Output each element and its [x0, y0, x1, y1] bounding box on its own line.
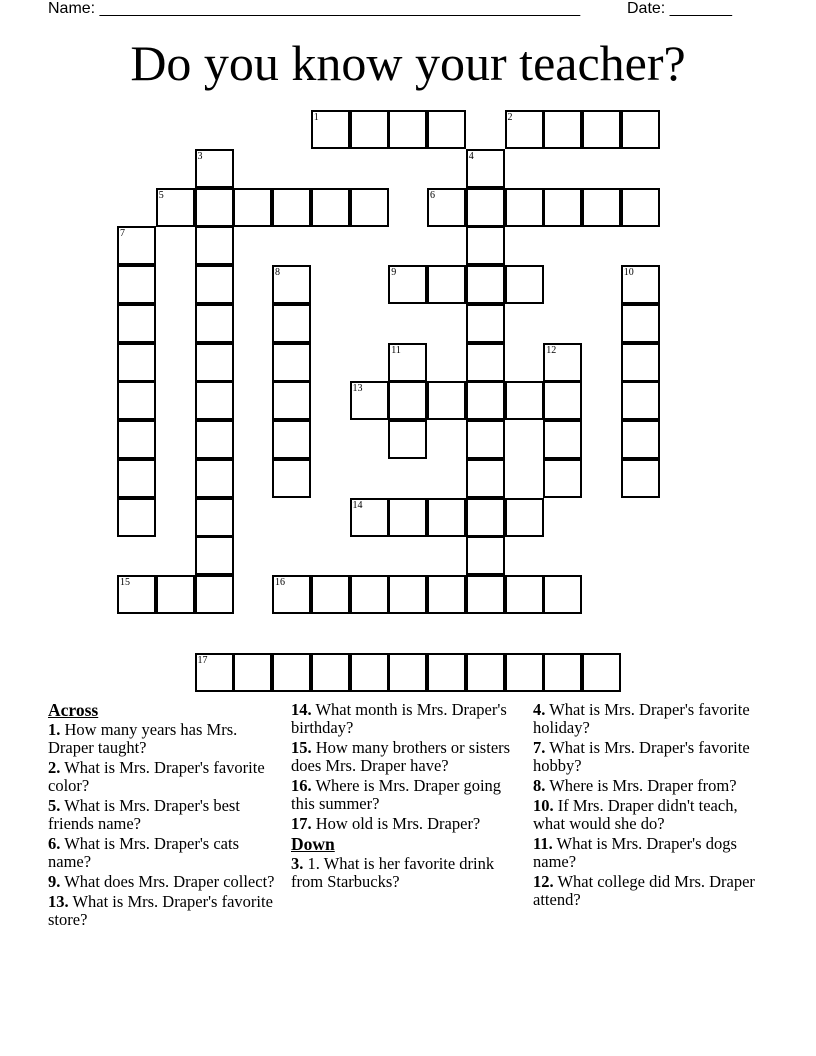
grid-cell[interactable]	[117, 304, 156, 343]
clue-across-16	[291, 777, 526, 813]
clue-text: 1. What is her favorite drink from Starbucks?	[291, 854, 495, 891]
cell-number: 11	[391, 344, 401, 356]
date-line: Date: _______	[627, 0, 732, 17]
grid-cell[interactable]	[195, 653, 234, 692]
grid-cell[interactable]	[117, 265, 156, 304]
clue-number: 4.	[533, 700, 546, 719]
clue-across-14	[291, 701, 526, 737]
grid-cell[interactable]	[350, 188, 389, 227]
grid-cell[interactable]	[621, 304, 660, 343]
grid-cell[interactable]	[582, 653, 621, 692]
cell-number: 8	[275, 267, 280, 278]
grid-cell[interactable]	[195, 459, 234, 498]
clue-number: 9.	[48, 872, 61, 891]
grid-cell[interactable]	[621, 343, 660, 382]
grid-cell[interactable]	[543, 420, 582, 459]
clue-across-15	[291, 739, 526, 775]
grid-cell[interactable]	[427, 188, 466, 227]
clue-down-12	[533, 873, 773, 909]
clues-column-3	[533, 701, 773, 911]
grid-cell[interactable]	[582, 110, 621, 149]
clue-number: 17.	[291, 814, 312, 833]
cell-number: 9	[391, 267, 397, 278]
grid-cell[interactable]	[156, 575, 195, 614]
clue-down-8	[533, 777, 773, 795]
clue-text: What is Mrs. Draper's favorite color?	[48, 758, 265, 795]
cell-number: 13	[352, 383, 363, 395]
clue-text: What month is Mrs. Draper's birthday?	[291, 700, 507, 737]
clue-across-9	[48, 873, 283, 891]
grid-cell[interactable]	[233, 653, 272, 692]
grid-cell[interactable]	[350, 381, 389, 420]
clue-down-10	[533, 797, 773, 833]
clue-text: What is Mrs. Draper's cats name?	[48, 834, 239, 871]
grid-cell[interactable]	[350, 498, 389, 537]
down-heading: Down	[291, 834, 335, 854]
grid-cell[interactable]	[195, 536, 234, 575]
clue-across-5	[48, 797, 283, 833]
grid-cell[interactable]	[466, 536, 505, 575]
grid-cell[interactable]	[233, 188, 272, 227]
grid-cell[interactable]	[388, 498, 427, 537]
clue-number: 15.	[291, 738, 312, 757]
clue-number: 6.	[48, 834, 61, 853]
cell-number: 3	[197, 150, 203, 162]
clue-number: 11.	[533, 834, 553, 853]
cell-number: 6	[430, 189, 435, 201]
grid-cell[interactable]	[505, 498, 544, 537]
grid-cell[interactable]	[311, 653, 350, 692]
grid-cell[interactable]	[195, 188, 234, 227]
clue-text: If Mrs. Draper didn't teach, what would she do?	[533, 796, 738, 833]
grid-cell[interactable]	[117, 343, 156, 382]
cell-number: 1	[313, 112, 319, 123]
grid-cell[interactable]	[388, 653, 427, 692]
clue-across-1	[48, 721, 283, 757]
grid-cell[interactable]	[388, 381, 427, 420]
page-title: Do you know your teacher?	[130, 35, 686, 91]
grid-cell[interactable]	[466, 265, 505, 304]
cell-number: 5	[158, 189, 164, 201]
grid-cell[interactable]	[195, 498, 234, 537]
clue-number: 5.	[48, 796, 61, 815]
grid-cell[interactable]	[466, 420, 505, 459]
grid-cell[interactable]	[621, 265, 660, 304]
grid-cell[interactable]	[156, 188, 195, 227]
grid-cell[interactable]	[195, 343, 234, 382]
grid-cell[interactable]	[505, 653, 544, 692]
clues-column-1	[48, 701, 283, 931]
grid-cell[interactable]	[272, 265, 311, 304]
grid-cell[interactable]	[543, 188, 582, 227]
grid-cell[interactable]	[195, 381, 234, 420]
grid-cell[interactable]	[427, 653, 466, 692]
grid-cell[interactable]	[272, 575, 311, 614]
across-heading: Across	[48, 700, 99, 720]
grid-cell[interactable]	[466, 498, 505, 537]
clue-text: What does Mrs. Draper collect?	[64, 872, 275, 891]
clue-text: What is Mrs. Draper's favorite hobby?	[533, 738, 750, 775]
grid-cell[interactable]	[466, 653, 505, 692]
grid-cell[interactable]	[505, 188, 544, 227]
grid-cell[interactable]	[195, 420, 234, 459]
grid-cell[interactable]	[505, 265, 544, 304]
grid-cell[interactable]	[543, 575, 582, 614]
clue-text: How old is Mrs. Draper?	[315, 814, 481, 833]
grid-cell[interactable]	[311, 188, 350, 227]
grid-cell[interactable]	[117, 575, 156, 614]
grid-cell[interactable]	[350, 575, 389, 614]
grid-cell[interactable]	[195, 304, 234, 343]
grid-cell[interactable]	[543, 653, 582, 692]
grid-cell[interactable]	[543, 343, 582, 382]
grid-cell[interactable]	[272, 381, 311, 420]
clue-number: 14.	[291, 700, 312, 719]
clue-text: What is Mrs. Draper's best friends name?	[48, 796, 240, 833]
cell-number: 17	[197, 654, 208, 666]
grid-cell[interactable]	[388, 110, 427, 149]
grid-cell[interactable]	[272, 420, 311, 459]
grid-cell[interactable]	[311, 110, 350, 149]
grid-cell[interactable]	[621, 459, 660, 498]
clue-text: How many years has Mrs. Draper taught?	[48, 720, 238, 757]
grid-cell[interactable]	[272, 653, 311, 692]
grid-cell[interactable]	[466, 188, 505, 227]
clue-down-3	[291, 855, 526, 891]
grid-cell[interactable]	[117, 420, 156, 459]
grid-cell[interactable]	[388, 343, 427, 382]
grid-cell[interactable]	[388, 265, 427, 304]
grid-cell[interactable]	[272, 188, 311, 227]
clue-number: 13.	[48, 892, 69, 911]
clue-number: 10.	[533, 796, 554, 815]
grid-cell[interactable]	[582, 188, 621, 227]
clue-text: How many brothers or sisters does Mrs. Draper have?	[291, 738, 511, 775]
clue-text: What college did Mrs. Draper attend?	[533, 872, 755, 909]
grid-cell[interactable]	[505, 575, 544, 614]
grid-cell[interactable]	[466, 381, 505, 420]
grid-cell[interactable]	[466, 575, 505, 614]
grid-cell[interactable]	[117, 459, 156, 498]
grid-cell[interactable]	[466, 459, 505, 498]
clue-text: What is Mrs. Draper's favorite store?	[48, 892, 273, 929]
grid-cell[interactable]	[117, 381, 156, 420]
clue-number: 12.	[533, 872, 554, 891]
grid-cell[interactable]	[543, 381, 582, 420]
name-line: Name: ______________________________________________________	[48, 0, 581, 17]
grid-cell[interactable]	[621, 188, 660, 227]
clue-across-13	[48, 893, 283, 929]
clue-down-7	[533, 739, 773, 775]
grid-cell[interactable]	[195, 149, 234, 188]
grid-cell[interactable]	[427, 498, 466, 537]
clue-text: What is Mrs. Draper's favorite holiday?	[533, 700, 750, 737]
clue-number: 7.	[533, 738, 546, 757]
clue-number: 16.	[291, 776, 312, 795]
grid-cell[interactable]	[195, 575, 234, 614]
clue-across-17	[291, 815, 526, 833]
grid-cell[interactable]	[466, 149, 505, 188]
grid-cell[interactable]	[427, 575, 466, 614]
clue-text: What is Mrs. Draper's dogs name?	[533, 834, 737, 871]
grid-cell[interactable]	[505, 381, 544, 420]
grid-cell[interactable]	[195, 226, 234, 265]
grid-cell[interactable]	[272, 459, 311, 498]
grid-cell[interactable]	[311, 575, 350, 614]
grid-cell[interactable]	[466, 226, 505, 265]
cell-number: 14	[352, 499, 363, 511]
grid-cell[interactable]	[272, 343, 311, 382]
clue-number: 2.	[48, 758, 61, 777]
clues-column-2	[291, 701, 526, 893]
grid-cell[interactable]	[272, 304, 311, 343]
grid-cell[interactable]	[621, 110, 660, 149]
grid-cell[interactable]	[621, 420, 660, 459]
grid-cell[interactable]	[195, 265, 234, 304]
clue-across-6	[48, 835, 283, 871]
grid-cell[interactable]	[388, 420, 427, 459]
clue-down-11	[533, 835, 773, 871]
grid-cell[interactable]	[350, 653, 389, 692]
grid-cell[interactable]	[427, 381, 466, 420]
grid-cell[interactable]	[466, 343, 505, 382]
grid-cell[interactable]	[543, 459, 582, 498]
clue-across-2	[48, 759, 283, 795]
grid-cell[interactable]	[466, 304, 505, 343]
cell-number: 16	[275, 577, 285, 588]
clue-number: 1.	[48, 720, 61, 739]
cell-number: 2	[507, 112, 513, 123]
clue-number: 3.	[291, 854, 304, 873]
grid-cell[interactable]	[505, 110, 544, 149]
clue-text: Where is Mrs. Draper from?	[549, 776, 737, 795]
grid-cell[interactable]	[350, 110, 389, 149]
cell-number: 12	[546, 344, 557, 356]
clue-number: 8.	[533, 776, 546, 795]
grid-cell[interactable]	[117, 498, 156, 537]
clue-down-4	[533, 701, 773, 737]
grid-cell[interactable]	[621, 381, 660, 420]
grid-cell[interactable]	[117, 226, 156, 265]
clue-text: Where is Mrs. Draper going this summer?	[291, 776, 502, 813]
cell-number: 15	[120, 577, 130, 588]
cell-number: 10	[623, 267, 634, 278]
grid-cell[interactable]	[427, 110, 466, 149]
grid-cell[interactable]	[388, 575, 427, 614]
grid-cell[interactable]	[427, 265, 466, 304]
cell-number: 7	[120, 228, 125, 240]
cell-number: 4	[468, 150, 474, 162]
grid-cell[interactable]	[543, 110, 582, 149]
